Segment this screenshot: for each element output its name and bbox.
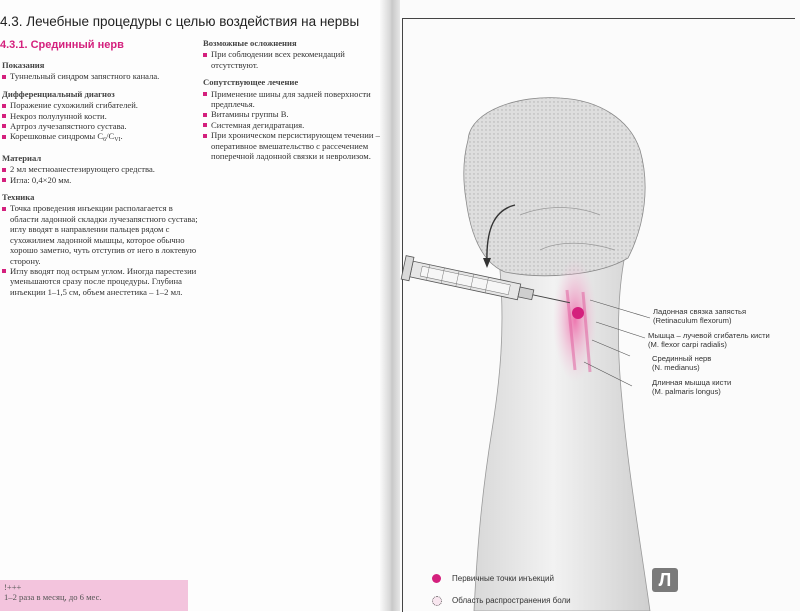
root-end: .: [120, 131, 123, 142]
frequency-box: [0, 580, 188, 611]
label-palmaris-longus: [652, 378, 731, 396]
list-item: Туннельный синдром запястного канала.: [2, 71, 198, 81]
injection-point-marker: [572, 307, 584, 319]
list-item: Поражение сухожилий сгибателей.: [2, 100, 198, 110]
label-latin: (Retinaculum flexorum): [653, 316, 732, 325]
wrist-injection-illustration: [400, 0, 800, 611]
list-item: [2, 131, 198, 145]
list-item: Точка проведения инъекции располагается в области ладонной складки лучезапястного сустава; иглу вводят в направлении пальцев рядом с сухожилием ладонной мышцы, которое обычно хорошо заметно, чуть отступив от него в локтевую сторону.: [2, 203, 198, 265]
list-item: Некроз полулунной кости.: [2, 111, 198, 121]
publisher-logo: Л: [652, 568, 678, 592]
material-list: [2, 164, 198, 185]
label-name: Длинная мышца кисти: [652, 378, 732, 387]
differential-heading: Дифференциальный диагноз: [2, 88, 115, 99]
label-name: Срединный нерв: [652, 354, 712, 363]
list-item: При хроническом персистирующем течении – оперативное вмешательство с рассечением поперечной ладонной связки и невролизом.: [203, 130, 385, 161]
primary-point-legend-icon: [432, 574, 441, 583]
spread-area-legend-icon: [432, 596, 442, 606]
list-item: Артроз лучезапястного сустава.: [2, 121, 198, 131]
label-latin: (M. palmaris longus): [652, 387, 721, 396]
list-item: 2 мл местноанестезирующего средства.: [2, 164, 198, 174]
list-item: Системная дегидратация.: [203, 120, 385, 130]
frequency-text: 1–2 раза в месяц, до 6 мес.: [4, 592, 102, 602]
right-text-column: [203, 38, 385, 161]
label-latin: (M. flexor carpi radialis): [648, 340, 727, 349]
legend-primary-text: Первичные точки инъекций: [452, 574, 554, 583]
indications-heading: Показания: [2, 60, 45, 70]
book-gutter: [380, 0, 402, 611]
technique-list: [2, 203, 198, 297]
subsection-title: 4.3.1. Срединный нерв: [0, 39, 124, 51]
left-page: [0, 0, 388, 611]
radicular-text: Корешковые синдромы C: [10, 131, 104, 142]
technique-heading: Техника: [2, 192, 35, 203]
list-item: Иглу вводят под острым углом. Иногда парестезии уменьшаются сразу после процедуры. Глубина инъекции 1–1,5 см, объем анестетика – 1–2 мл.: [2, 266, 198, 297]
complications-list: [203, 49, 385, 70]
list-item: Витамины группы B.: [203, 109, 385, 119]
list-item: Применение шины для задней поверхности предплечья.: [203, 89, 385, 110]
label-flexor-carpi-radialis: [648, 331, 770, 349]
list-item: При соблюдении всех рекомендаций отсутствуют.: [203, 49, 385, 70]
left-column: [2, 60, 198, 297]
root-separator: /C: [106, 131, 115, 142]
label-retinaculum: [653, 307, 746, 325]
label-median-nerve: [652, 354, 711, 372]
concomitant-heading: Сопутствующее лечение: [203, 77, 299, 88]
concomitant-list: [203, 89, 385, 162]
root-subscript: VI: [114, 137, 121, 144]
section-title: 4.3. Лечебные процедуры с целью воздействия на нервы: [0, 14, 360, 29]
indications-list: [2, 71, 198, 81]
rating-text: !+++: [4, 582, 22, 592]
label-latin: (N. medianus): [652, 363, 700, 372]
label-name: Мышца – лучевой сгибатель кисти: [648, 331, 770, 340]
material-heading: Материал: [2, 152, 42, 163]
list-item: Игла: 0,4×20 мм.: [2, 175, 198, 185]
label-name: Ладонная связка запястья: [653, 307, 747, 316]
legend-spread-text: Область распространения боли: [452, 596, 571, 605]
differential-list: [2, 100, 198, 146]
complications-heading: Возможные осложнения: [203, 38, 297, 48]
root-subscript: 6: [103, 137, 107, 144]
